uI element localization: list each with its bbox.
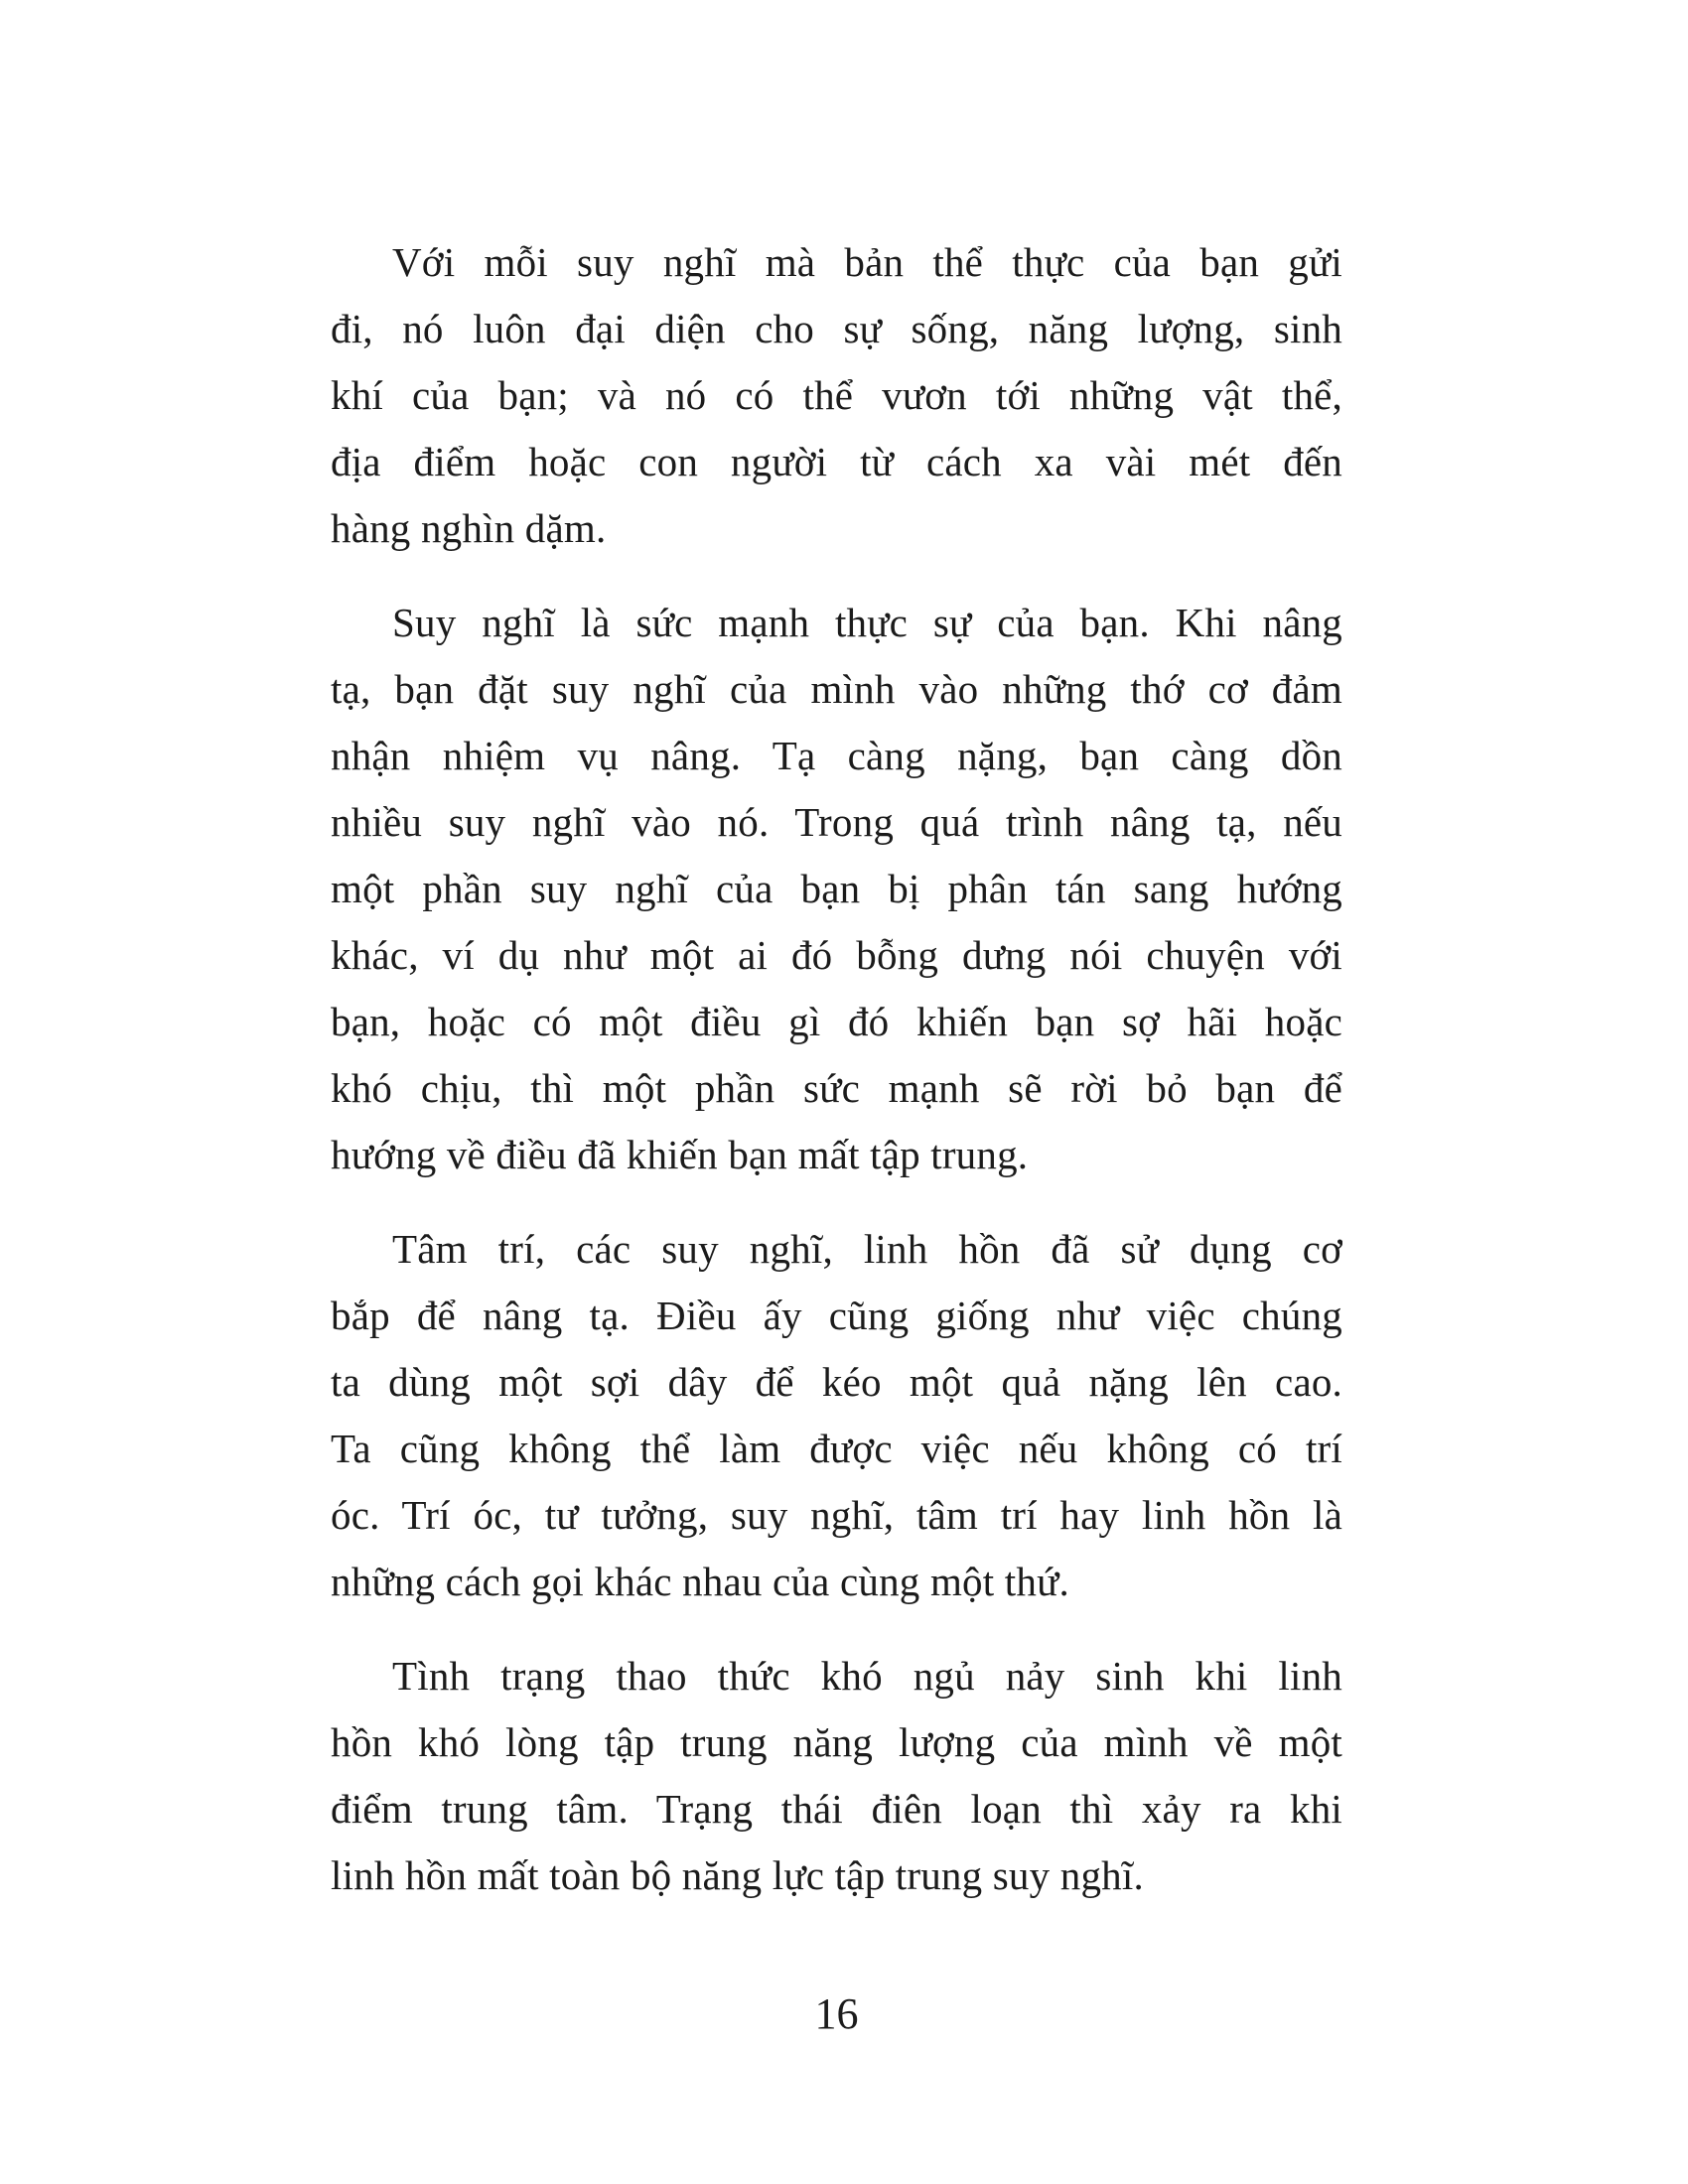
text-line: khác, ví dụ như một ai đó bỗng dưng nói chuyện với (331, 932, 1342, 978)
text-line: ta dùng một sợi dây để kéo một quả nặng lên cao. (331, 1359, 1342, 1405)
text-line: tạ, bạn đặt suy nghĩ của mình vào những thớ cơ đảm (331, 666, 1342, 712)
text-line: đi, nó luôn đại diện cho sự sống, năng lượng, sinh (331, 306, 1342, 351)
text-line: linh hồn mất toàn bộ năng lực tập trung suy nghĩ. (331, 1852, 1144, 1898)
text-line: Suy nghĩ là sức mạnh thực sự của bạn. Khi nâng (392, 600, 1342, 645)
text-line: Với mỗi suy nghĩ mà bản thể thực của bạn gửi (392, 239, 1342, 285)
text-line: nhiều suy nghĩ vào nó. Trong quá trình nâng tạ, nếu (331, 799, 1342, 845)
text-line: những cách gọi khác nhau của cùng một thứ. (331, 1559, 1069, 1604)
paragraph (331, 229, 1342, 562)
text-line: bắp để nâng tạ. Điều ấy cũng giống như việc chúng (331, 1293, 1342, 1338)
text-line: điểm trung tâm. Trạng thái điên loạn thì xảy ra khi (331, 1786, 1342, 1832)
text-line: óc. Trí óc, tư tưởng, suy nghĩ, tâm trí hay linh hồn là (331, 1492, 1342, 1538)
text-line: địa điểm hoặc con người từ cách xa vài mét đến (331, 439, 1342, 484)
paragraph (331, 1216, 1342, 1615)
text-line: hàng nghìn dặm. (331, 505, 607, 551)
paragraph (331, 590, 1342, 1188)
text-line: hồn khó lòng tập trung năng lượng của mình về một (331, 1719, 1342, 1765)
text-line: khí của bạn; và nó có thể vươn tới những vật thể, (331, 372, 1342, 418)
body-text (331, 229, 1342, 1909)
text-line: Tình trạng thao thức khó ngủ nảy sinh khi linh (392, 1653, 1342, 1699)
text-line: Ta cũng không thể làm được việc nếu không có trí (331, 1426, 1342, 1471)
paragraph (331, 1643, 1342, 1909)
text-line: khó chịu, thì một phần sức mạnh sẽ rời bỏ bạn để (331, 1065, 1342, 1111)
text-line: nhận nhiệm vụ nâng. Tạ càng nặng, bạn càng dồn (331, 733, 1342, 778)
page-number: 16 (814, 1989, 859, 2038)
text-line: một phần suy nghĩ của bạn bị phân tán sang hướng (331, 866, 1342, 911)
text-line: bạn, hoặc có một điều gì đó khiến bạn sợ hãi hoặc (331, 999, 1342, 1044)
text-line: Tâm trí, các suy nghĩ, linh hồn đã sử dụng cơ (392, 1226, 1342, 1272)
text-line: hướng về điều đã khiến bạn mất tập trung. (331, 1132, 1029, 1177)
